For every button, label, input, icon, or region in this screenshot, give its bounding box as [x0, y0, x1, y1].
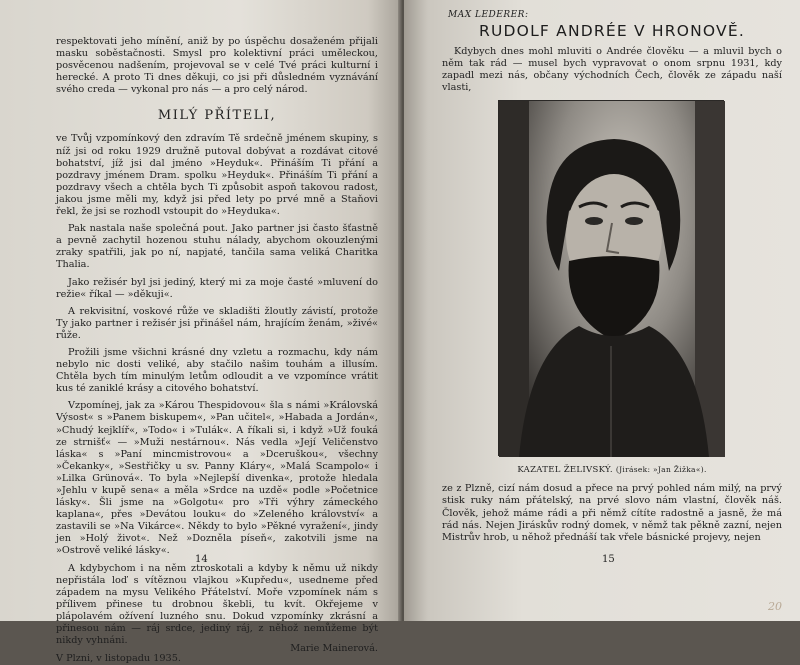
place-date: V Plzni, v listopadu 1935. — [56, 653, 181, 665]
right-page — [404, 0, 800, 621]
portrait-illustration — [499, 101, 725, 457]
paragraph: A kdybychom i na něm ztroskotali a kdyby k němu už nikdy nepřistála loď s vítěznou vlajkou »Kupředu«, usedneme před západem na mysu Velikého Přátelství. Moře vzpomínek nám s přílivem přinese tu drobnou škebli, tu kvít. Okřejeme v plápolavém ožívení luzného snu. Dokud vzpomínky zkrásní a přinesou nám — ráj srdce, jediný ráj, z něhož nemůžeme být nikdy vyhnáni. — [56, 562, 378, 647]
article-author: MAX LEDERER: — [448, 10, 529, 20]
caption-main: KAZATEL ŽELIVSKÝ. — [517, 465, 613, 476]
paragraph: A rekvisitní, voskové růže ve skladišti žloutly závistí, protože Ty jako partner i režisér jsi přinášel nám, hrajícím ženám, »živé« růže. — [56, 305, 378, 341]
intro-paragraph: Kdybych dnes mohl mluviti o Andrée člověku — a mluvil bych o něm tak rád — musel bych vypravovat o onom srpnu 1931, kdy zapadl mezi nás, občany východních Čech, člověk ze západu naší vlasti, — [442, 46, 782, 94]
paragraph: Prožili jsme všichni krásné dny vzletu a rozmachu, kdy nám nebylo nic dosti veliké, aby stačilo našim touhám a illusím. Chtěla bych tím minulým letům odloudit a ve vzpomínce vrátit kus té zaniklé krásy a citového bohatství. — [56, 346, 378, 395]
paragraph: Vzpomínej, jak za »Károu Thespidovou« šla s námi »Královská Výsost« s »Panem biskupem«, »Pan učitel«, »Habada a Jordán«, »Chudý kejklíř«, »Todo« i »Tulák«. A říkali si, i když »Už fouká ze strnišť« — »Muži nestárnou«. Nás vedla »Její Veličenstvo láska« s »Paní mincmistrovou« a »Dceruškou«, všechny »Čekanky«, »Sestřičky u sv. Panny Kláry«, »Malá Scampolo« i »Lilka Grünová«. To byla »Nejlepší divenka«, protože hledala »Jehlu v kupě sena« a měla »Srdce na uzdě« podle »Početnice lásky«. Šli jsme na »Golgotu« pro »Tři výhry zámeckého kaplana«, přes »Devátou louku« do »Zeleného království« a zastavili se »Na Vikárce«. Někdy to bylo »Pěkné vyražení«, jindy jen »Holý život«. Než »Dozněla píseň«, zakotvili jsme na »Ostrově veliké lásky«. — [56, 400, 378, 557]
page-number: 15 — [602, 554, 615, 565]
paragraph: Jako režisér byl jsi jediný, který mi za moje časté »mluvení do režie« říkal — »děkuji«. — [56, 276, 378, 300]
body-paragraph: ze z Plzně, cizí nám dosud a přece na prvý pohled nám milý, na prvý stisk ruky nám přátelský, na prvé slovo nám vlastní, člověk náš. Člověk, jehož máme rádi a při němž cítíte radostně a jasně, že má rád nás. Nejen Jiráskův rodný domek, v němž tak pěkně zazní, nejen Mistrův hrob, u něhož přednáší tak vřele básnické projevy, nejen — [442, 483, 782, 543]
paragraph: ve Tvůj vzpomínkový den zdravím Tě srdečně jménem skupiny, s níž jsi od roku 1929 družně putoval dobývat a rozdávat citové bohatství, jíž jsi dal jméno »Heyduk«. Přináším Ti přání a pozdravy jménem Dram. spolku »Heyduk«. Přináším Ti přání a pozdravy všech a chtěla bych Ti způsobit aspoň takovou radost, jakou jsme měli my, když jsi před lety po prvé mně a Staňovi řekl, že jsi se rozhodl vstoupit do »Heyduka«. — [56, 133, 378, 218]
paragraph: Pak nastala naše společná pout. Jako partner jsi často šťastně a pevně zachytil hozenou stuhu nálady, abychom okouzlenými zraky spatřili, jak po ní, napjaté, tančila sama veliká Charitka Thalia. — [56, 223, 378, 271]
signoff — [56, 643, 378, 665]
section-title: MILÝ PŘÍTELI, — [157, 108, 277, 124]
portrait-photo — [498, 100, 724, 456]
paragraph-continuation: respektovati jeho mínění, aniž by po úspěchu dosaženém přijali masku soběstačnosti. Smysl pro kolektivní práci uměleckou, posvěcenou nadšením, projevoval se v celé Tvé práci kulturní i herecké. A proto Ti dnes děkuji, co jsi při důsledném vyznávání svého creda — vykonal pro nás — a pro celý národ. — [56, 36, 378, 96]
article-title: RUDOLF ANDRÉE V HRONOVĚ. — [479, 22, 745, 40]
page-number: 14 — [195, 554, 208, 565]
signature: Marie Mainerová. — [290, 643, 378, 655]
photo-caption — [442, 465, 782, 475]
caption-source: (Jirásek: »Jan Žižka«). — [615, 465, 707, 475]
handwritten-note: 20 — [768, 600, 782, 613]
